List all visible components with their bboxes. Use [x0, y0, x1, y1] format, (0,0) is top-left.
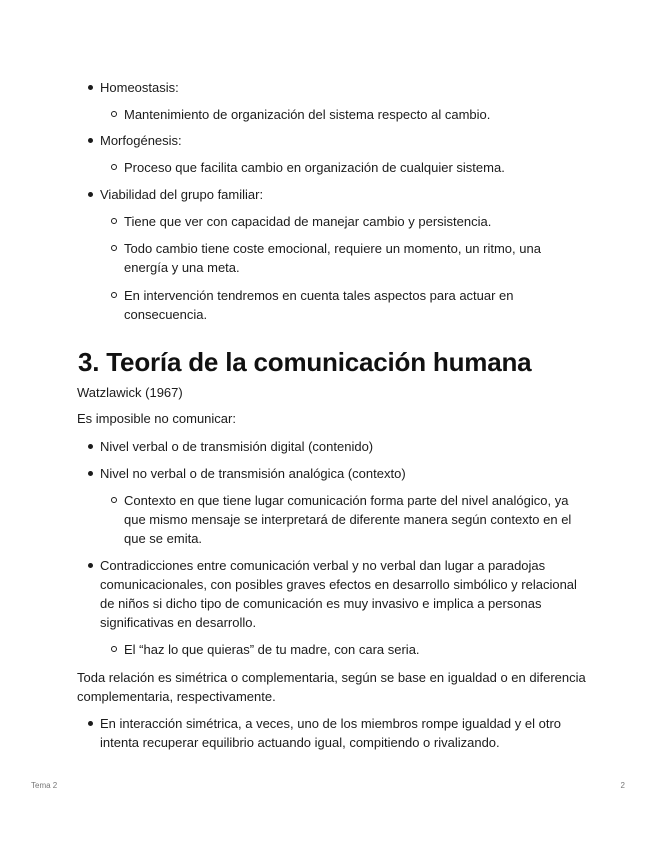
list: [78, 239, 588, 277]
sub-list-item: Proceso que facilita cambio en organización de cualquier sistema.: [78, 158, 588, 177]
list: [78, 491, 588, 548]
sub-list-item: Contexto en que tiene lugar comunicación forma parte del nivel analógico, ya que mismo mensaje se interpretará de diferente manera según contexto en el que se emita.: [78, 491, 588, 548]
list: [78, 640, 588, 659]
list: [78, 185, 588, 204]
section-heading: 3. Teoría de la comunicación humana: [78, 347, 532, 377]
list-item: En interacción simétrica, a veces, uno de los miembros rompe igualdad y el otro intenta recuperar equilibrio actuando igual, compitiendo o rivalizando.: [78, 714, 588, 752]
list: [78, 131, 588, 150]
list: [78, 105, 588, 124]
list: [78, 714, 588, 752]
list: [78, 556, 588, 632]
list: [78, 212, 588, 231]
citation: Watzlawick (1967): [77, 385, 183, 400]
list-item: Contradicciones entre comunicación verbal y no verbal dan lugar a paradojas comunicacionales, con posibles graves efectos en desarrollo simbólico y relacional de niños si dicho tipo de comunicación es muy invasivo e implica a personas significativas en desarrollo.: [78, 556, 588, 632]
list-item: Morfogénesis:: [78, 131, 588, 150]
list-item: Nivel verbal o de transmisión digital (contenido): [78, 437, 588, 456]
list-item: Nivel no verbal o de transmisión analógica (contexto): [78, 464, 588, 483]
list: [78, 464, 588, 483]
homeostasis-list: [78, 78, 588, 97]
footer-left: Tema 2: [31, 781, 58, 790]
list: [78, 158, 588, 177]
paragraph: Toda relación es simétrica o complementaria, según se base en igualdad o en diferencia complementaria, respectivamente.: [77, 670, 586, 704]
list: [78, 286, 588, 324]
sub-list-item: El “haz lo que quieras” de tu madre, con cara seria.: [78, 640, 588, 659]
sub-list-item: Todo cambio tiene coste emocional, requiere un momento, un ritmo, una energía y una meta.: [78, 239, 588, 277]
list-item: Viabilidad del grupo familiar:: [78, 185, 588, 204]
sub-list-item: En intervención tendremos en cuenta tales aspectos para actuar en consecuencia.: [78, 286, 588, 324]
list: [78, 437, 588, 456]
list-item: Homeostasis:: [78, 78, 588, 97]
paragraph: Es imposible no comunicar:: [77, 411, 236, 426]
sub-list-item: Mantenimiento de organización del sistema respecto al cambio.: [78, 105, 588, 124]
footer-page-number: 2: [620, 781, 625, 790]
sub-list-item: Tiene que ver con capacidad de manejar cambio y persistencia.: [78, 212, 588, 231]
